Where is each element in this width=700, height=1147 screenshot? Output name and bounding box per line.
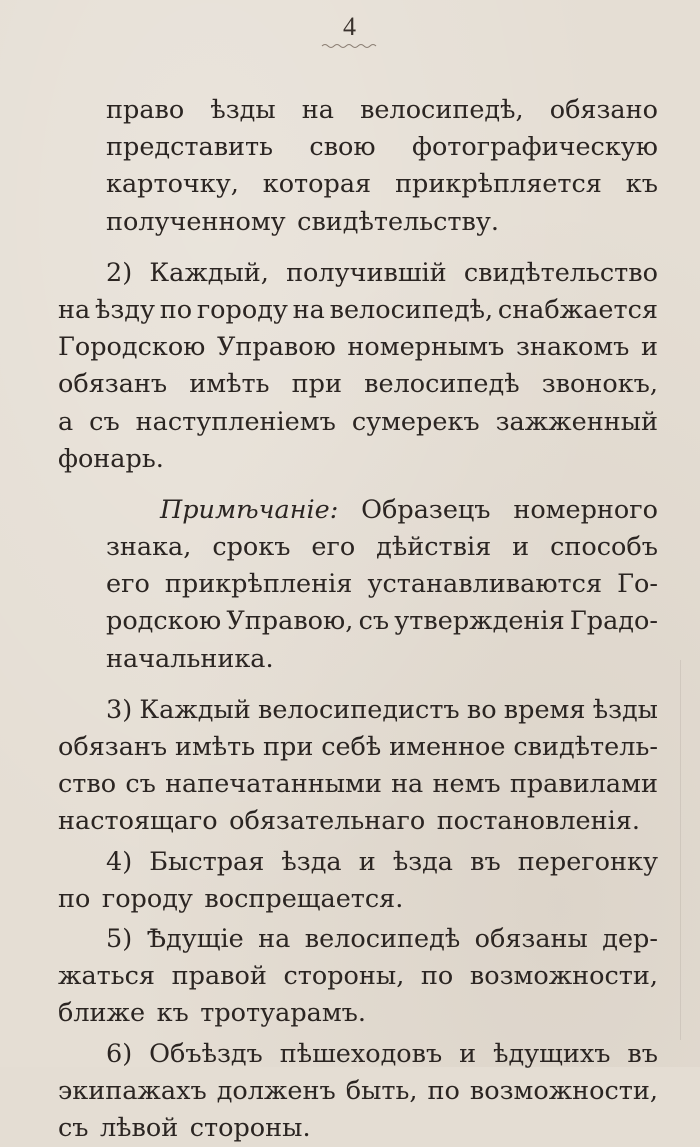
word: настоящаго: [58, 803, 218, 840]
word: стороны,: [283, 958, 404, 995]
text-line: [58, 529, 658, 566]
word: знакомъ: [516, 329, 629, 366]
word: по: [428, 1073, 460, 1110]
word: прикрѣпленія: [165, 566, 352, 603]
word: немъ: [432, 766, 500, 803]
word: городу: [197, 292, 288, 329]
word: по: [160, 292, 192, 329]
word: 2): [106, 255, 132, 292]
word: Объѣздъ: [149, 1036, 263, 1073]
word: ѣзда: [393, 844, 453, 881]
word: 3): [106, 692, 132, 729]
word: Го-: [617, 566, 658, 603]
page-text: [58, 92, 658, 1147]
word: обязанъ: [58, 366, 167, 403]
word: его: [311, 529, 355, 566]
word: 6): [106, 1036, 132, 1073]
text-line: [58, 1036, 658, 1073]
word: Градо-: [570, 603, 658, 640]
text-line: [58, 958, 658, 995]
text-line: [58, 766, 658, 803]
word: пѣшеходовъ: [280, 1036, 443, 1073]
word: къ: [626, 166, 658, 203]
word: при: [292, 366, 342, 403]
word: возможности,: [470, 958, 658, 995]
word: звонокъ,: [542, 366, 658, 403]
text-line: [58, 603, 658, 640]
word: велосипедѣ: [305, 921, 460, 958]
word: наступленіемъ: [136, 404, 336, 441]
paragraph-item-5: [58, 921, 658, 1033]
word: полученному: [106, 204, 286, 241]
text-line: [58, 204, 658, 241]
word: по: [58, 881, 90, 918]
text-line: [58, 366, 658, 403]
word: возможности,: [470, 1073, 658, 1110]
word: въ: [470, 844, 501, 881]
word: перегонку: [518, 844, 658, 881]
word: начальника.: [106, 641, 274, 678]
paragraph-gap: [58, 241, 658, 255]
word: дѣйствія: [376, 529, 491, 566]
word: Городскою: [58, 329, 205, 366]
word: велосипедѣ,: [360, 92, 524, 129]
word: ѣзду: [95, 292, 155, 329]
word: при: [263, 729, 313, 766]
word: экипажахъ: [58, 1073, 207, 1110]
text-line: [58, 166, 658, 203]
word: представить: [106, 129, 273, 166]
word: время: [504, 692, 586, 729]
word: обязательнаго: [229, 803, 425, 840]
text-line: [58, 729, 658, 766]
word: 5): [106, 921, 132, 958]
word: свою: [309, 129, 375, 166]
word: по: [421, 958, 453, 995]
word: Образецъ: [361, 492, 490, 529]
word: имѣть: [189, 366, 269, 403]
text-line: [58, 1073, 658, 1110]
word: стороны.: [190, 1110, 311, 1147]
word: ѣзды: [210, 92, 275, 129]
word: и: [459, 1036, 476, 1073]
paragraph-item-6: [58, 1036, 658, 1147]
word: напечатанными: [165, 766, 382, 803]
word: свидѣтель-: [513, 729, 658, 766]
word: Каждый,: [149, 255, 269, 292]
page-number: 4: [0, 12, 700, 42]
text-line: [58, 1110, 658, 1147]
text-line: [58, 492, 658, 529]
word: на: [302, 92, 334, 129]
word: жаться: [58, 958, 155, 995]
word: во: [467, 692, 497, 729]
text-line: [58, 255, 658, 292]
word: ѣзды: [593, 692, 658, 729]
text-line: [58, 881, 658, 918]
word: ѣзда: [281, 844, 341, 881]
word: велосипедистъ: [258, 692, 460, 729]
text-line: [58, 404, 658, 441]
word: съ: [89, 404, 120, 441]
word: способъ: [550, 529, 658, 566]
page-edge-shadow: [680, 660, 681, 1040]
text-line: [58, 566, 658, 603]
word: къ: [157, 995, 189, 1032]
word: 4): [106, 844, 132, 881]
word: Примѣчаніе:: [160, 492, 338, 529]
paragraph-intro: [58, 92, 658, 241]
word: а: [58, 404, 73, 441]
word: Управою: [217, 329, 336, 366]
paragraph-note: [58, 492, 658, 678]
word: карточку,: [106, 166, 239, 203]
text-line: [58, 921, 658, 958]
text-line: [58, 692, 658, 729]
ornament-rule-icon: [320, 42, 380, 50]
word: обязаны: [475, 921, 588, 958]
word: и: [512, 529, 529, 566]
word: правилами: [510, 766, 658, 803]
word: въ: [627, 1036, 658, 1073]
word: Управою,: [226, 603, 353, 640]
word: на: [293, 292, 325, 329]
word: родскою: [106, 603, 221, 640]
word: устанавливаются: [367, 566, 602, 603]
word: на: [58, 292, 90, 329]
word: номернымъ: [347, 329, 504, 366]
word: лѣвой: [100, 1110, 178, 1147]
word: обязано: [550, 92, 658, 129]
word: которая: [263, 166, 371, 203]
word: тротуарамъ.: [200, 995, 366, 1032]
word: ближе: [58, 995, 145, 1032]
word: городу: [102, 881, 193, 918]
word: именное: [389, 729, 505, 766]
word: ство: [58, 766, 116, 803]
word: право: [106, 92, 184, 129]
word: съ: [359, 603, 390, 640]
word: свидѣтельству.: [297, 204, 499, 241]
word: зажженный: [496, 404, 658, 441]
text-line: [58, 641, 658, 678]
text-line: [58, 844, 658, 881]
text-line: [58, 92, 658, 129]
text-line: [58, 441, 658, 478]
word: имѣть: [175, 729, 255, 766]
paragraph-item-4: [58, 844, 658, 918]
word: снабжается: [498, 292, 658, 329]
word: срокъ: [212, 529, 290, 566]
word: быть,: [346, 1073, 418, 1110]
word: Быстрая: [149, 844, 264, 881]
word: сумерекъ: [352, 404, 480, 441]
word: и: [359, 844, 376, 881]
word: велосипедѣ: [364, 366, 519, 403]
word: фонарь.: [58, 441, 164, 478]
word: знака,: [106, 529, 191, 566]
paragraph-gap: [58, 478, 658, 492]
word: фотографическую: [412, 129, 658, 166]
word: обязанъ: [58, 729, 167, 766]
word: себѣ: [321, 729, 381, 766]
word: долженъ: [217, 1073, 336, 1110]
word: съ: [58, 1110, 89, 1147]
word: на: [258, 921, 290, 958]
word: Каждый: [139, 692, 250, 729]
word: получившій: [286, 255, 447, 292]
word: и: [641, 329, 658, 366]
text-line: [58, 803, 658, 840]
word: велосипедѣ,: [330, 292, 494, 329]
word: дер-: [602, 921, 658, 958]
paragraph-item-2: [58, 255, 658, 478]
word: номерного: [513, 492, 658, 529]
text-line: [58, 292, 658, 329]
word: его: [106, 566, 150, 603]
word: воспрещается.: [204, 881, 403, 918]
page-header: [0, 12, 700, 50]
paragraph-gap: [58, 678, 658, 692]
word: съ: [125, 766, 156, 803]
paragraph-item-3: [58, 692, 658, 841]
word: утвержденія: [394, 603, 564, 640]
word: прикрѣпляется: [395, 166, 602, 203]
word: ѣдущихъ: [493, 1036, 610, 1073]
word: правой: [172, 958, 267, 995]
text-line: [58, 329, 658, 366]
word: Ѣдущіе: [147, 921, 244, 958]
text-line: [58, 995, 658, 1032]
text-line: [58, 129, 658, 166]
word: свидѣтельство: [464, 255, 658, 292]
word: постановленія.: [437, 803, 640, 840]
word: на: [391, 766, 423, 803]
